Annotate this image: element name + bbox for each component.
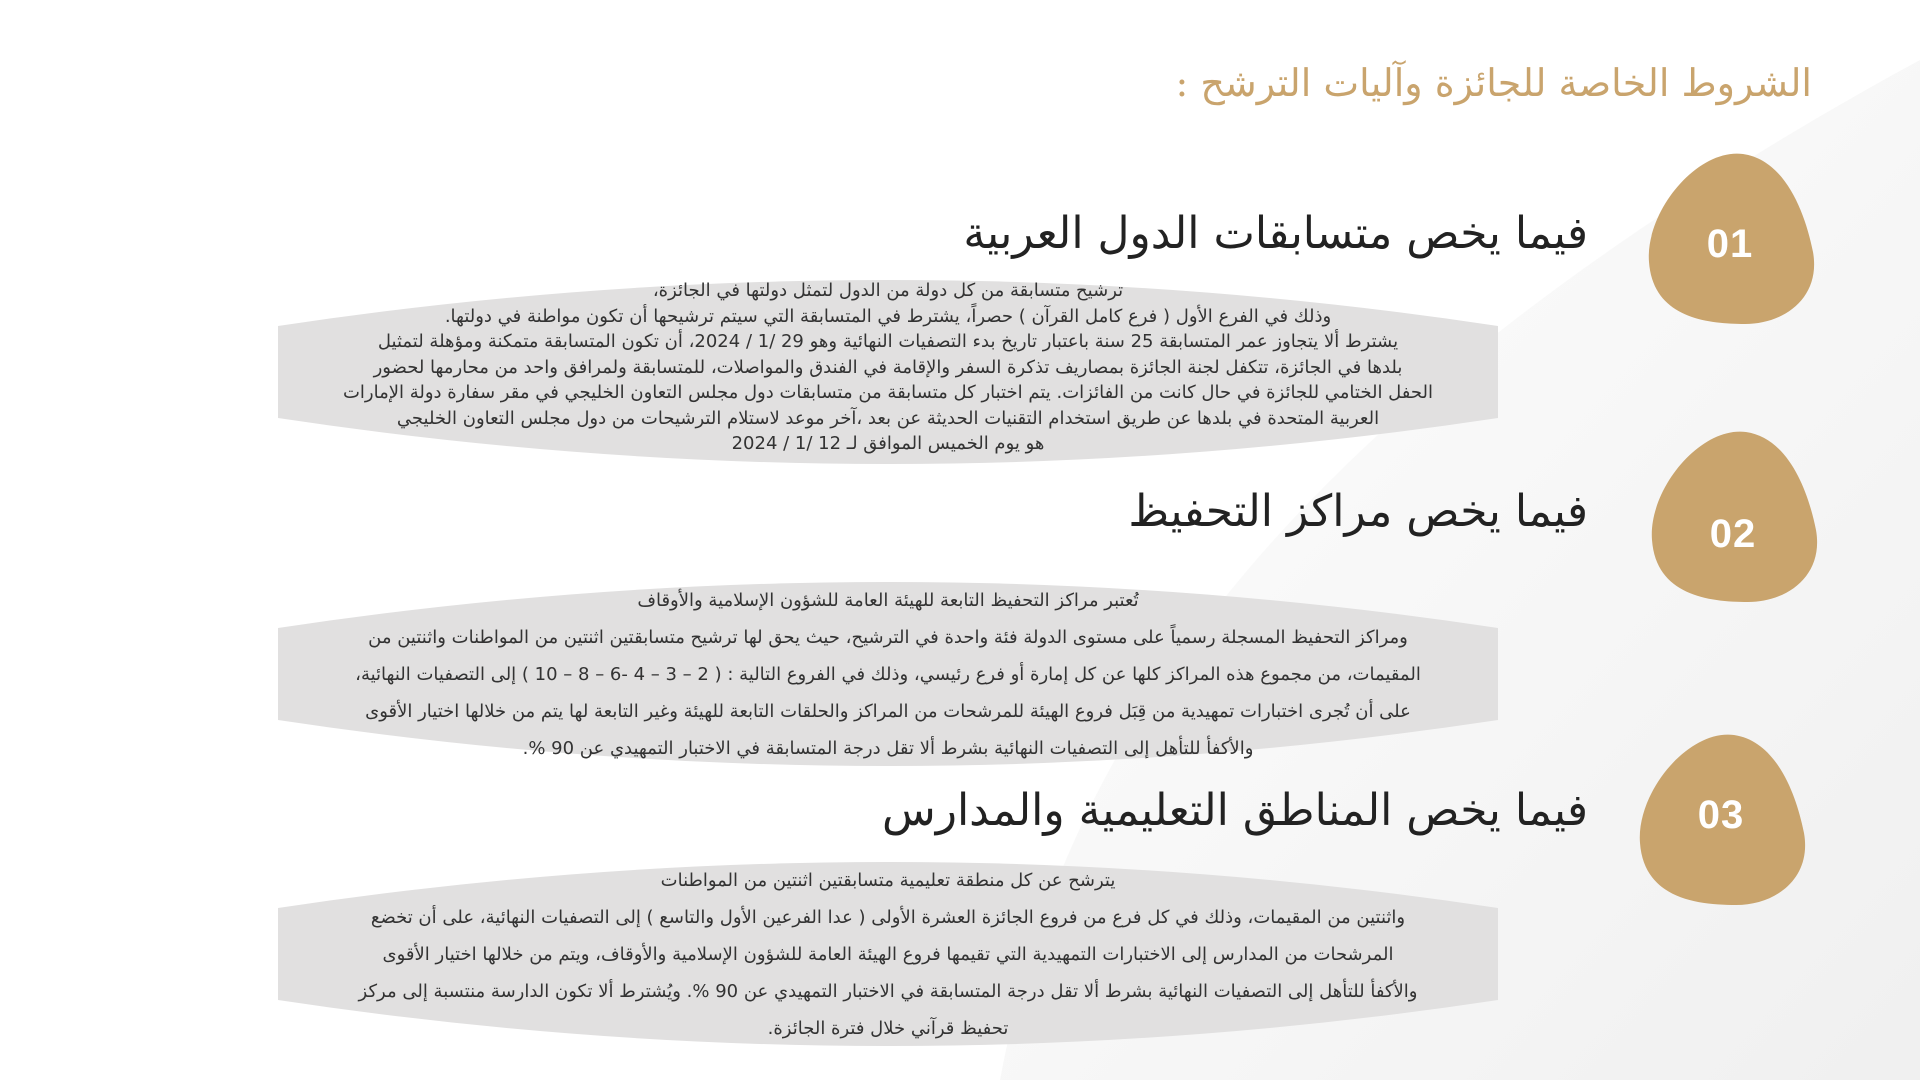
section-number: 03: [1697, 793, 1745, 837]
text-line: واثنتين من المقيمات، وذلك في كل فرع من فروع الجائزة العشرة الأولى ( عدا الفرعين الأول والتاسع ) إلى التصفيات النهائية، على أن تخضع: [370, 907, 1406, 928]
text-line: المرشحات من المدارس إلى الاختبارات التمهيدية التي تقيمها فروع الهيئة العامة للشؤون الإسلامية والأوقاف، ويتم من خلالها اختيار الأقوى: [382, 944, 1394, 965]
section-number: 02: [1709, 512, 1757, 556]
text-line: تحفيظ قرآني خلال فترة الجائزة.: [767, 1018, 1009, 1039]
text-line: يشترط ألا يتجاوز عمر المتسابقة 25 سنة باعتبار تاريخ بدء التصفيات النهائية وهو 29 /1 / 2024، أن تكون المتسابقة متمكنة ومؤهلة لتمثيل: [377, 331, 1399, 352]
text-line: يترشح عن كل منطقة تعليمية متسابقتين اثنتين من المواطنات: [660, 870, 1116, 891]
page-title: الشروط الخاصة للجائزة وآليات الترشح :: [1175, 61, 1812, 105]
text-line: والأكفأ للتأهل إلى التصفيات النهائية بشرط ألا تقل درجة المتسابقة في الاختبار التمهيدي عن 90 %. ويُشترط ألا تكون الدارسة منتسبة إلى مركز: [358, 981, 1418, 1002]
text-line: المقيمات، من مجموع هذه المراكز كلها عن كل إمارة أو فرع رئيسي، وذلك في الفروع التالية : ( 2 – 3 – 4 -6 – 8 – 10 ) إلى التصفيات النهائية،: [355, 664, 1421, 685]
text-line: ومراكز التحفيظ المسجلة رسمياً على مستوى الدولة فئة واحدة في الترشيح، حيث يحق لها ترشيح متسابقتين اثنتين من المواطنات واثنتين من: [368, 627, 1408, 648]
text-line: بلدها في الجائزة، تتكفل لجنة الجائزة بمصاريف تذكرة السفر والإقامة في الفندق والمواصلات، للمتسابقة ولمرافق واحد من محارمها لحضور: [373, 356, 1403, 378]
text-line: على أن تُجرى اختبارات تمهيدية من قِبَل فروع الهيئة للمرشحات من المراكز والحلقات التابعة للهيئة وغير التابعة لها يتم من خلالها اختيار الأقوى: [365, 701, 1411, 722]
section-text-panel: [278, 846, 1498, 1062]
section-text: [278, 264, 1498, 457]
section-number-badge: [1636, 733, 1806, 908]
section-text: [278, 566, 1498, 767]
section-title: فيما يخص المناطق التعليمية والمدارس: [882, 785, 1588, 836]
section-text-panel: [278, 264, 1498, 480]
text-line: وذلك في الفرع الأول ( فرع كامل القرآن ) حصراً، يشترط في المتسابقة التي سيتم ترشيحها أن تكون مواطنة في دولتها.: [444, 305, 1332, 327]
section-text-panel: [278, 566, 1498, 782]
section-title: فيما يخص مراكز التحفيظ: [1128, 486, 1588, 537]
text-line: هو يوم الخميس الموافق لـ 12 /1 / 2024: [731, 433, 1045, 454]
section-number-badge: [1645, 152, 1815, 327]
section-title: فيما يخص متسابقات الدول العربية: [963, 208, 1588, 259]
section-text: [278, 846, 1498, 1047]
text-line: ترشيح متسابقة من كل دولة من الدول لتمثل دولتها في الجائزة،: [652, 280, 1124, 301]
section-number-badge: [1648, 430, 1818, 605]
text-line: العربية المتحدة في بلدها عن طريق استخدام التقنيات الحديثة عن بعد ،آخر موعد لاستلام الترشيحات من دول مجلس التعاون الخليجي: [396, 407, 1380, 429]
text-line: الحفل الختامي للجائزة في حال كانت من الفائزات. يتم اختبار كل متسابقة من متسابقات دول مجلس التعاون الخليجي في مقر سفارة دولة الإمارات: [342, 382, 1434, 403]
text-line: والأكفأ للتأهل إلى التصفيات النهائية بشرط ألا تقل درجة المتسابقة في الاختبار التمهيدي عن 90 %.: [522, 738, 1254, 759]
text-line: تُعتبر مراكز التحفيظ التابعة للهيئة العامة للشؤون الإسلامية والأوقاف: [637, 590, 1139, 611]
section-number: 01: [1706, 222, 1754, 266]
